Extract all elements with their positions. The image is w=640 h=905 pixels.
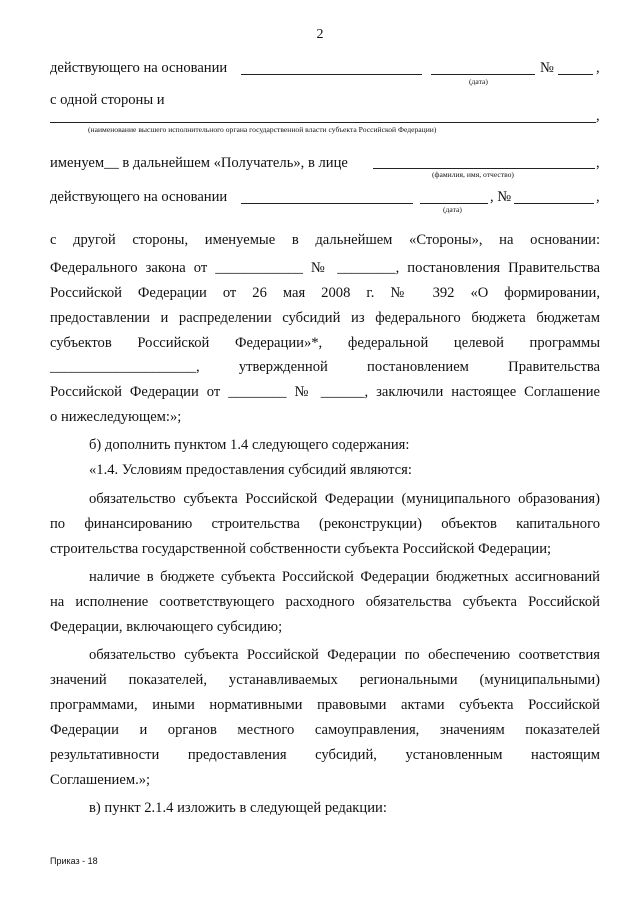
organ-name-caption: (наименование высшего исполнительного органа государственной власти субъекта Российской Федерации)	[88, 125, 437, 134]
recipient-named-label: именуем__ в дальнейшем «Получатель», в лице	[50, 155, 348, 171]
acting-basis-label: действующего на основании	[50, 60, 228, 76]
basis-blank	[241, 74, 422, 75]
para3-line: Федерации, включающего субсидию;	[50, 619, 283, 635]
para4-line: Соглашением.»;	[50, 772, 151, 788]
para1-line: Федерального закона от ____________ № ________, постановления Правительства	[50, 260, 600, 276]
basis-blank-2	[241, 203, 413, 204]
comma: ,	[596, 189, 600, 205]
para2-line: строительства государственной собственности субъекта Российской Федерации;	[50, 541, 552, 557]
acting-basis-label-2: действующего на основании	[50, 189, 228, 205]
para4-line: результативности предоставления субсидий, установленным настоящим	[50, 747, 600, 763]
para1-line: Российской Федерации от 26 мая 2008 г. № 392 «О формировании,	[50, 285, 600, 301]
para3-line: наличие в бюджете субъекта Российской Федерации бюджетных ассигнований	[89, 569, 600, 585]
comma: ,	[596, 108, 600, 124]
number-sign-2: , №	[490, 189, 512, 205]
para3-line: на исполнение соответствующего расходного обязательства субъекта Российской	[50, 594, 600, 610]
organ-name-blank	[50, 122, 596, 123]
comma: ,	[596, 155, 600, 171]
page-number: 2	[316, 27, 324, 42]
comma: ,	[596, 60, 600, 76]
one-side-label: с одной стороны и	[50, 92, 165, 108]
item-v: в) пункт 2.1.4 изложить в следующей редакции:	[89, 800, 387, 816]
para1-line: предоставлении и распределении субсидий из федерального бюджета бюджетам	[50, 310, 600, 326]
date-blank-2	[420, 203, 488, 204]
para4-line: обязательство субъекта Российской Федерации по обеспечению соответствия	[89, 647, 600, 663]
para1-line: с другой стороны, именуемые в дальнейшем «Стороны», на основании:	[50, 232, 600, 248]
para4-line: Федерации и органов местного самоуправления, значениям показателей	[50, 722, 600, 738]
number-blank-2	[514, 203, 594, 204]
para2-line: по финансированию строительства (реконструкции) объектов капитального	[50, 516, 600, 532]
item-1-4: «1.4. Условиям предоставления субсидий являются:	[89, 462, 412, 478]
para1-line: ____________________, утвержденной постановлением Правительства	[50, 359, 600, 375]
para1-line: субъектов Российской Федерации»*, федеральной целевой программы	[50, 335, 600, 351]
date-caption: (дата)	[469, 77, 488, 86]
item-b: б) дополнить пунктом 1.4 следующего содержания:	[89, 437, 410, 453]
para4-line: значений показателей, устанавливаемых региональными (муниципальными)	[50, 672, 600, 688]
para4-line: программами, иными нормативными правовыми актами субъекта Российской	[50, 697, 600, 713]
number-blank	[558, 74, 593, 75]
fio-blank	[373, 168, 595, 169]
para1-line: о нижеследующем:»;	[50, 409, 182, 425]
date-caption-2: (дата)	[443, 205, 462, 214]
fio-caption: (фамилия, имя, отчество)	[432, 170, 514, 179]
date-blank	[431, 74, 535, 75]
para2-line: обязательство субъекта Российской Федерации (муниципального образования)	[89, 491, 600, 507]
number-sign: №	[540, 60, 554, 76]
para1-line: Российской Федерации от ________ № ______, заключили настоящее Соглашение	[50, 384, 600, 400]
footer-order-ref: Приказ - 18	[50, 856, 98, 866]
